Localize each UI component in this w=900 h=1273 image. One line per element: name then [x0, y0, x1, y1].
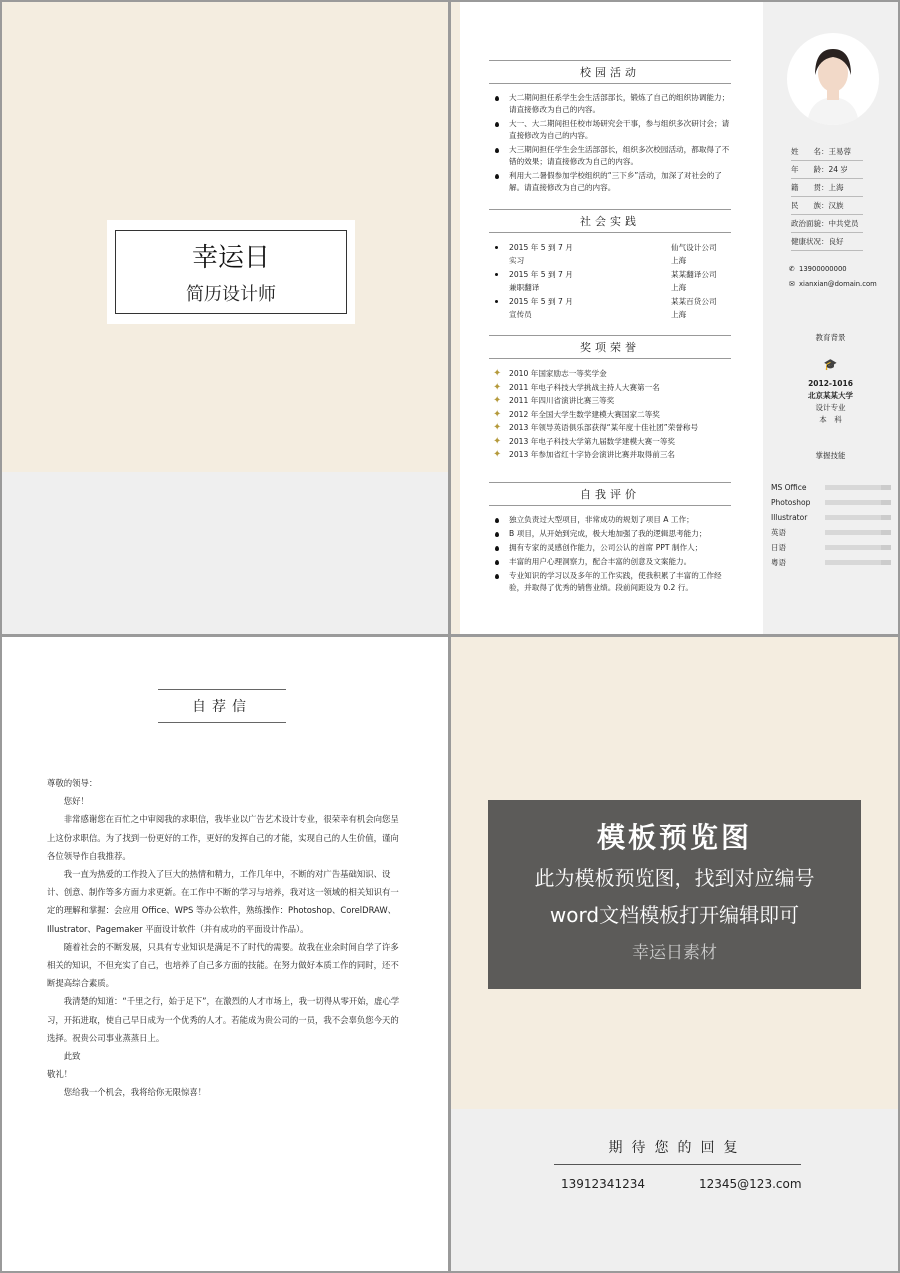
- star-icon: ✦: [493, 449, 502, 460]
- skill-row: [771, 540, 891, 555]
- section-title: 社会实践: [489, 209, 731, 233]
- skill-name: 英语: [771, 528, 786, 537]
- hello: 您好！: [63, 796, 89, 807]
- skill-row: [771, 510, 891, 525]
- back-email: 12345@123.com: [699, 1177, 802, 1191]
- skills-title: 掌握技能: [815, 451, 846, 460]
- skill-row: [771, 480, 891, 495]
- skill-name: 粤语: [771, 558, 786, 567]
- edu-major: 设计专业: [815, 403, 846, 412]
- list-item: 专业知识的学习以及多年的工作实践，使我积累了丰富的工作经验，并取得了优秀的销售业绩。段前间距设为 0.2 行。: [489, 570, 731, 594]
- list-item: [489, 421, 731, 435]
- page-edge: [451, 2, 460, 634]
- award: 2013 年领导英语俱乐部获得“某年度十佳社团”荣誉称号: [509, 423, 699, 432]
- city: 上海: [671, 310, 687, 319]
- list-item: [489, 268, 731, 294]
- skill-name: 日语: [771, 543, 786, 552]
- section-title: 奖项荣誉: [489, 335, 731, 359]
- skill-name: Photoshop: [771, 498, 811, 507]
- preview-watermark: [488, 800, 861, 989]
- company: 仙气设计公司: [671, 243, 717, 252]
- role: 兼职翻译: [509, 283, 540, 292]
- award: 2010 年国家励志一等奖学金: [509, 369, 607, 378]
- list-item: [489, 241, 731, 267]
- cover-name: 幸运日: [191, 243, 270, 273]
- list-item: 大三期间担任学生会生活部部长，组织多次校园活动，都取得了不错的效果；请直接修改为自己的内容。: [489, 144, 731, 168]
- list-item: 拥有专家的灵感创作能力，公司公认的首席 PPT 制作人；: [489, 542, 731, 554]
- edu-years: 2012-1016: [808, 379, 853, 388]
- watermark-line: 此为模板预览图，找到对应编号: [534, 866, 815, 890]
- list-item: [489, 408, 731, 422]
- award: 2011 年四川省演讲比赛三等奖: [509, 396, 615, 405]
- skill-bar: [825, 560, 891, 565]
- list-item: 利用大二暑假参加学校组织的“三下乡”活动，加深了对社会的了解。请直接修改为自己的内容。: [489, 170, 731, 194]
- list-item: 大二期间担任系学生会生活部部长，锻炼了自己的组织协调能力；请直接修改为自己的内容。: [489, 92, 731, 116]
- list-item: [489, 448, 731, 462]
- star-icon: ✦: [493, 395, 502, 406]
- skill-bar-fill: [825, 515, 881, 520]
- closing: 您给我一个机会，我将给你无限惊喜！: [63, 1087, 207, 1098]
- watermark-line: word文档模板打开编辑即可: [549, 903, 800, 927]
- skill-name: Illustrator: [771, 513, 808, 522]
- date: 2015 年 5 到 7 月: [509, 297, 573, 306]
- star-icon: ✦: [493, 381, 502, 393]
- info-origin: 籍 贯：上海: [791, 179, 863, 197]
- watermark-title: 模板预览图: [596, 821, 752, 854]
- phone: 13900000000: [799, 265, 847, 273]
- resume-page: [451, 2, 898, 634]
- company: 某某百货公司: [671, 297, 717, 306]
- role: 实习: [509, 256, 525, 265]
- skill-row: [771, 495, 891, 510]
- graduation-cap-icon: 🎓: [823, 358, 838, 371]
- back-phone: 13912341234: [561, 1177, 645, 1191]
- date: 2015 年 5 到 7 月: [509, 270, 573, 279]
- date: 2015 年 5 到 7 月: [509, 243, 573, 252]
- practice-section: [489, 209, 731, 322]
- skill-bar-fill: [825, 530, 881, 535]
- role: 宣传员: [509, 310, 532, 319]
- list-item: [489, 367, 731, 381]
- city: 上海: [671, 256, 687, 265]
- star-icon: ✦: [493, 422, 502, 433]
- list-item: [489, 394, 731, 408]
- closing: 敬礼！: [47, 1069, 73, 1080]
- paragraph: 我一直为热爱的工作投入了巨大的热情和精力，工作几年中，不断的对广告基础知识、设计、创意、制作等多方面力求更新。在工作中不断的学习与培养，我对这一领域的相关知识有一定的理解和掌握：会应用 Office、WPS 等办公软件，熟练操作：Photoshop、CorelDRAW、Illustrator、Pagemaker 平面设计软件（并有成功的平面设计作品）。: [47, 869, 399, 934]
- list-item: [489, 381, 731, 395]
- skill-bar: [825, 515, 891, 520]
- awards-section: [489, 335, 731, 462]
- info-health: 健康状况：良好: [791, 233, 863, 251]
- skill-name: MS Office: [771, 483, 807, 492]
- skill-bar-fill: [825, 485, 881, 490]
- list-item: [489, 435, 731, 449]
- contact-info: [789, 262, 877, 292]
- info-name: 姓 名：王易蓉: [791, 143, 863, 161]
- list-item: 独立负责过大型项目，非常成功的规划了项目 A 工作；: [489, 514, 731, 526]
- email: xianxian@domain.com: [799, 280, 877, 288]
- company: 某某翻译公司: [671, 270, 717, 279]
- award: 2013 年电子科技大学第九届数学建模大赛一等奖: [509, 436, 676, 446]
- profile-photo: [787, 33, 879, 125]
- info-age: 年 龄：24 岁: [791, 161, 863, 179]
- cover-letter-page: [2, 637, 448, 1271]
- letter-body: [47, 774, 407, 1102]
- list-item: B 项目，从开始到完成，极大地加强了我的逻辑思考能力；: [489, 528, 731, 540]
- campus-section: [489, 60, 731, 196]
- list-item: [489, 295, 731, 321]
- paragraph: 我清楚的知道：“千里之行，始于足下”，在激烈的人才市场上，我一切得从零开始，虚心学习，开拓进取，使自己早日成为一个优秀的人才。若能成为贵公司的一员，我不会辜负您今天的选择。祝贵公司事业蒸蒸日上。: [47, 996, 400, 1043]
- skill-bar: [825, 500, 891, 505]
- award: 2013 年参加省红十字协会演讲比赛并取得前三名: [509, 450, 676, 459]
- edu-school: 北京某某大学: [808, 391, 853, 400]
- star-icon: ✦: [493, 368, 502, 379]
- edu-details: [763, 378, 898, 426]
- personal-info: [791, 143, 863, 251]
- star-icon: ✦: [493, 435, 502, 447]
- skill-bar-fill: [825, 500, 881, 505]
- info-politics: 政治面貌：中共党员: [791, 215, 863, 233]
- paragraph: 非常感谢您在百忙之中审阅我的求职信，我毕业以广告艺术设计专业，很荣幸有机会向您呈上这份求职信。为了找到一份更好的工作，更好的发挥自己的才能，实现自己的人生价值，谨向各位领导作自我推荐。: [47, 814, 399, 861]
- info-ethnicity: 民 族：汉族: [791, 197, 863, 215]
- city: 上海: [671, 283, 687, 292]
- list-item: 大一、大二期间担任校市场研究会干事，参与组织多次研讨会；请直接修改为自己的内容。: [489, 118, 731, 142]
- star-icon: ✦: [493, 408, 502, 420]
- skill-row: [771, 555, 891, 570]
- cover-page: [2, 2, 448, 634]
- award: 2012 年全国大学生数学建模大赛国家二等奖: [509, 409, 660, 419]
- skill-bar: [825, 485, 891, 490]
- mail-icon: ✉: [789, 280, 795, 288]
- cover-subtitle: 简历设计师: [186, 284, 276, 305]
- skill-bar: [825, 530, 891, 535]
- skill-row: [771, 525, 891, 540]
- skill-bar: [825, 545, 891, 550]
- self-eval-section: [489, 482, 731, 596]
- section-title: 校园活动: [489, 60, 731, 84]
- phone-icon: ✆: [789, 265, 795, 273]
- skill-bar-fill: [825, 560, 881, 565]
- closing: 此致: [63, 1051, 81, 1062]
- list-item: 丰富的用户心理洞察力，配合丰富的创意及文案能力。: [489, 556, 731, 568]
- letter-title: 自荐信: [158, 689, 286, 723]
- watermark-brand: 幸运日素材: [632, 943, 717, 963]
- edu-title: 教育背景: [815, 333, 846, 342]
- greeting: 尊敬的领导：: [47, 778, 98, 788]
- edu-degree: 本 科: [819, 415, 842, 424]
- award: 2011 年电子科技大学挑战主持人大赛第一名: [509, 382, 660, 392]
- paragraph: 随着社会的不断发展，只具有专业知识是满足不了时代的需要。故我在业余时间自学了许多相关的知识，不但充实了自己，也培养了自己多方面的技能。在努力做好本质工作的同时，还不断提高综合素质。: [47, 941, 399, 989]
- skill-bar-fill: [825, 545, 881, 550]
- cover-title-box: [107, 220, 355, 324]
- section-title: 自我评价: [489, 482, 731, 506]
- reply-title: 期待您的回复: [554, 1137, 801, 1165]
